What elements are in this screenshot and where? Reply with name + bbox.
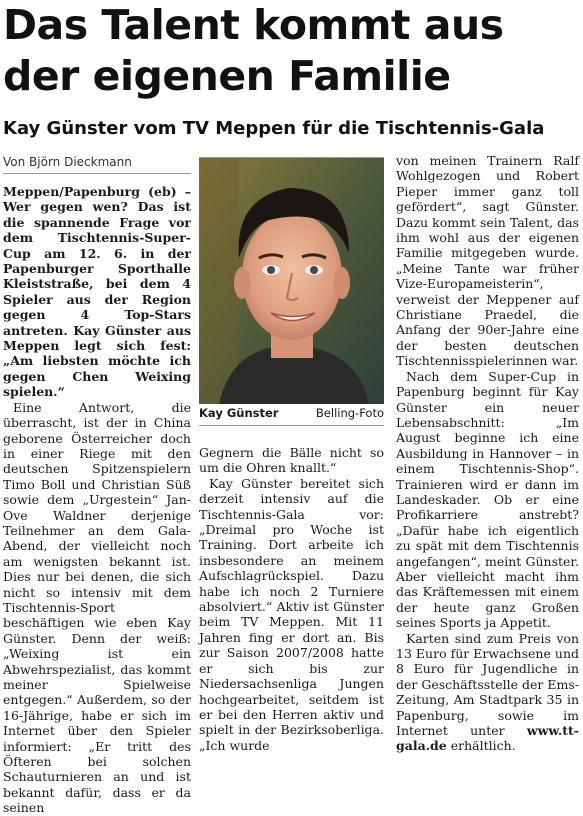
tickets-text: Karten sind zum Preis von 13 Euro für Erwachsene und 8 Euro für Jugendliche in der Geschäftsstelle der Ems-Zeitung, Am Stadtpark 35 in Papenburg, sowie im Internet unter	[396, 630, 579, 739]
body-paragraph: von meinen Trainern Ralf Wohlgezogen und Robert Pieper immer ganz toll gefördert“, sagt Günster. Dazu kommt sein Talent, das ihm wohl aus der eigenen Familie mitgegeben wurde. „Meine Tante war früher Vize-Europameisterin“, verweist der Meppener auf Christiane Praedel, die Anfang der 90er-Jahre eine der besten deutschen Tischtennisspielerinnen war.	[396, 153, 579, 369]
byline: Von Björn Dieckmann	[3, 153, 191, 174]
column-3	[396, 153, 579, 754]
body-paragraph: Nach dem Super-Cup in Papenburg beginnt für Kay Günster ein neuer Lebensabschnitt: „Im August beginne ich eine Ausbildung in Hannover – in einem Tischtennis-Shop“. Trainieren wird er dann im Landeskader. Ob er eine Profikarriere anstrebt? „Dafür habe ich eigentlich zu spät mit dem Tischtennis angefangen“, meint Günster. Aber vielleicht macht ihm das Kräftemessen mit einem der heute ganz Großen seines Sports ja Appetit.	[396, 368, 579, 631]
caption-name: Kay Günster	[199, 406, 279, 420]
lead-paragraph: Meppen/Papenburg (eb) – Wer gegen wen? Das ist die spannende Frage vor dem Tischtennis-Super-Cup am 12. 6. in der Papenburger Sporthalle Kleiststraße, bei dem 4 Spieler aus der Region gegen 4 Top-Stars antreten. Kay Günster aus Meppen legt sich fest: „Am liebsten möchte ich gegen Chen Weixing spielen.“	[3, 184, 191, 400]
column-2	[199, 445, 384, 753]
body-paragraph: Gegnern die Bälle nicht so um die Ohren knallt.“	[199, 445, 384, 476]
body-paragraph	[396, 631, 579, 754]
website-link[interactable]: www.tt-gala.de	[396, 723, 579, 754]
portrait-photo	[199, 157, 384, 404]
tickets-text-end: erhältlich.	[446, 738, 516, 754]
body-paragraph: Kay Günster bereitet sich derzeit intensiv auf die Tischtennis-Gala vor: „Dreimal pro Woche ist Training. Dort arbeite ich insbesondere an meinem Aufschlagrückspiel. Dazu habe ich noch 2 Turniere absolviert.“ Aktiv ist Günster beim TV Meppen. Mit 11 Jahren fing er dort an. Bis zur Saison 2007/2008 hatte er sich bis zur Niedersachsenliga Jungen hochgearbeitet, seitdem ist er bei den Herren aktiv und spielt in der Bezirksoberliga. „Ich wurde	[199, 475, 384, 753]
caption-credit: Belling-Foto	[315, 406, 384, 420]
column-1	[3, 153, 191, 816]
photo-caption	[199, 405, 384, 426]
body-paragraph: Eine Antwort, die überrascht, ist der in China geborene Österreicher doch in einer Riege mit den deutschen Spitzenspielern Timo Boll und Christian Süß sowie dem „Urgestein“ Jan-Ove Waldner derjenige Teilnehmer an dem Gala-Abend, der vielleicht noch am wenigsten bekannt ist. Dies nur bei denen, die sich nicht so intensiv mit dem Tischtennis-Sport beschäftigen wie eben Kay Günster. Denn der weiß: „Weixing ist ein Abwehrspezialist, das kommt meiner Spielweise entgegen.“ Außerdem, so der 16-Jährige, habe er sich im Internet über den Spieler informiert: „Er tritt des Öfteren bei solchen Schauturnieren an und ist bekannt dafür, dass er da seinen	[3, 399, 191, 816]
subheadline: Kay Günster vom TV Meppen für die Tischtennis-Gala	[3, 118, 545, 139]
headline: Das Talent kommt aus der eigenen Familie	[3, 1, 504, 100]
